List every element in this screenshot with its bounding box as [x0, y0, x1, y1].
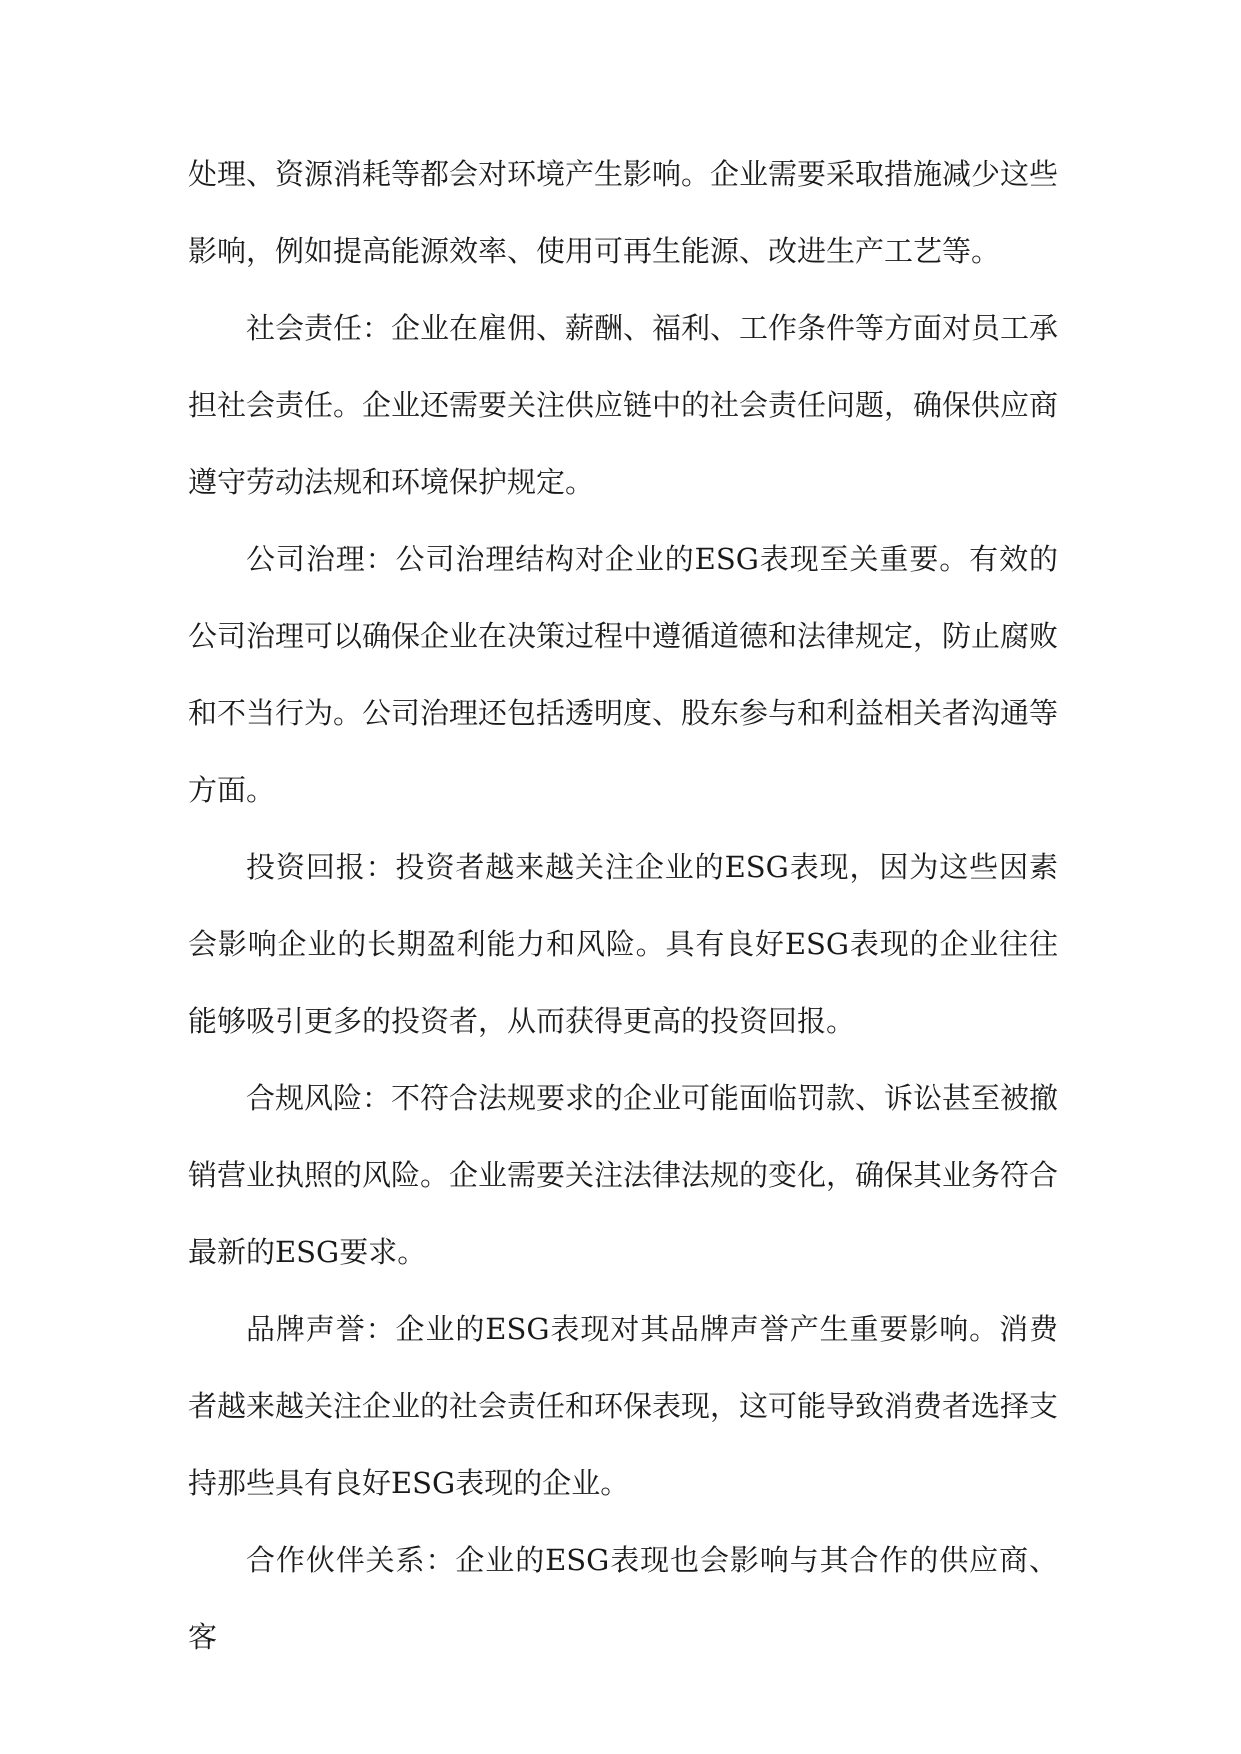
paragraph-corporate-governance: 公司治理：公司治理结构对企业的ESG表现至关重要。有效的公司治理可以确保企业在决策过程中遵循道德和法律规定，防止腐败和不当行为。公司治理还包括透明度、股东参与和利益相关者沟通等方面。 — [188, 542, 1059, 807]
paragraph-partnerships: 合作伙伴关系：企业的ESG表现也会影响与其合作的供应商、客 — [188, 1543, 1058, 1654]
document-body — [188, 136, 1058, 1676]
paragraph-social-responsibility: 社会责任：企业在雇佣、薪酬、福利、工作条件等方面对员工承担社会责任。企业还需要关注供应链中的社会责任问题，确保供应商遵守劳动法规和环境保护规定。 — [188, 311, 1059, 499]
paragraph-brand-reputation: 品牌声誉：企业的ESG表现对其品牌声誉产生重要影响。消费者越来越关注企业的社会责任和环保表现，这可能导致消费者选择支持那些具有良好ESG表现的企业。 — [188, 1312, 1059, 1500]
paragraph-compliance-risk: 合规风险：不符合法规要求的企业可能面临罚款、诉讼甚至被撤销营业执照的风险。企业需要关注法律法规的变化，确保其业务符合最新的ESG要求。 — [188, 1081, 1059, 1269]
paragraph-investment-return: 投资回报：投资者越来越关注企业的ESG表现，因为这些因素会影响企业的长期盈利能力和风险。具有良好ESG表现的企业往往能够吸引更多的投资者，从而获得更高的投资回报。 — [188, 850, 1058, 1038]
paragraph-environment-continued: 处理、资源消耗等都会对环境产生影响。企业需要采取措施减少这些影响，例如提高能源效率、使用可再生能源、改进生产工艺等。 — [188, 157, 1059, 268]
